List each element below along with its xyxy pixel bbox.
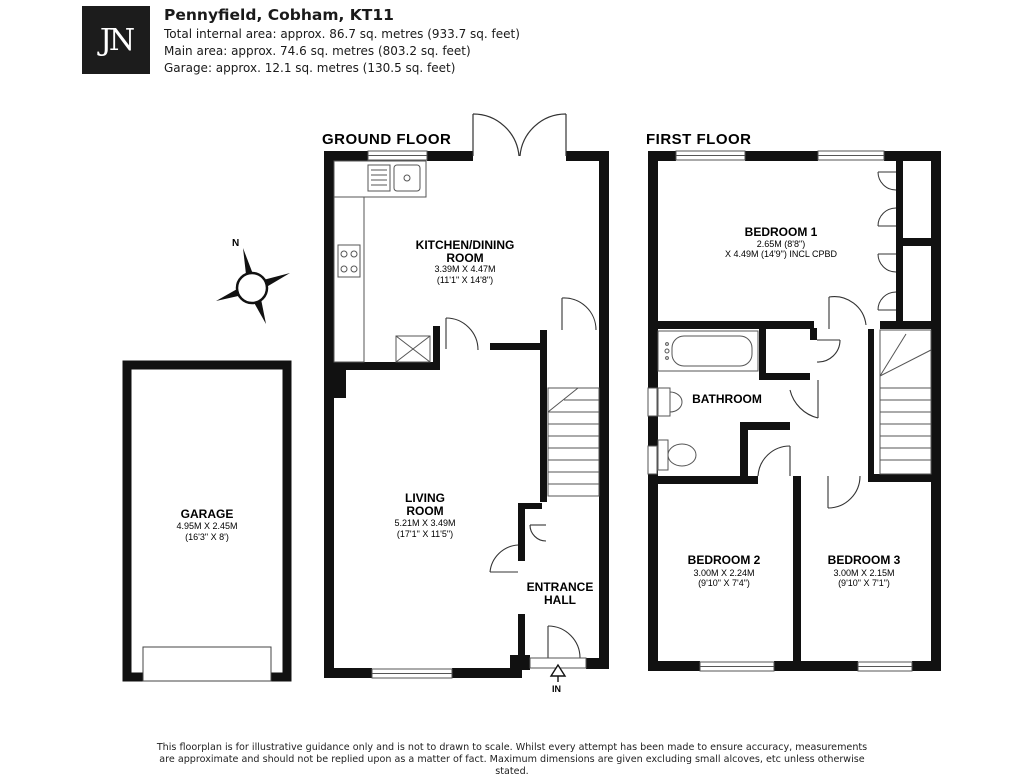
basin	[658, 388, 670, 416]
bedroom2-dims-imperial: (9'10" X 7'4")	[698, 578, 750, 588]
toilet	[658, 440, 668, 470]
garage-dims-metric: 4.95M X 2.45M	[176, 521, 238, 531]
kitchen-fittings	[334, 161, 430, 362]
garage-door	[143, 647, 271, 681]
bedroom2-dims-metric: 3.00M X 2.24M	[693, 568, 755, 578]
wardrobe-doors	[878, 172, 896, 310]
kitchen-hob	[338, 245, 360, 277]
kitchen-label-line2: ROOM	[446, 251, 484, 265]
first-floor-title: FIRST FLOOR	[646, 131, 752, 148]
living-label-line2: ROOM	[406, 504, 444, 518]
compass-ring	[237, 273, 267, 303]
hall-label-line2: HALL	[544, 593, 576, 607]
living-dims-metric: 5.21M X 3.49M	[394, 518, 456, 528]
garage-label: GARAGE	[180, 507, 234, 521]
main-area: Main area: approx. 74.6 sq. metres (803.2 sq. feet)	[164, 44, 471, 58]
bedroom1-dims-line2: X 4.49M (14'9") INCL CPBD	[724, 249, 838, 259]
agent-logo: JN	[82, 6, 150, 74]
compass-north-label: N	[232, 238, 240, 249]
ground-floor-windows	[368, 151, 452, 678]
bedroom1-dims-line1: 2.65M (8'8")	[756, 239, 806, 249]
living-label-line1: LIVING	[404, 491, 446, 505]
living-dims-imperial: (17'1" X 11'5")	[396, 529, 454, 539]
kitchen-dims-metric: 3.39M X 4.47M	[434, 264, 496, 274]
kitchen-drainer	[368, 165, 390, 191]
garage-dims-imperial: (16'3" X 8')	[185, 532, 229, 542]
kitchen-label-line1: KITCHEN/DINING	[415, 238, 515, 252]
entrance-label: IN	[552, 684, 561, 694]
bathroom-label: BATHROOM	[692, 392, 762, 406]
bedroom3-dims-imperial: (9'10" X 7'1")	[838, 578, 890, 588]
bedroom2-label: BEDROOM 2	[687, 553, 761, 567]
ground-floor-stairs	[548, 388, 599, 496]
kitchen-sink	[394, 165, 420, 191]
garage-area: Garage: approx. 12.1 sq. metres (130.5 sq. feet)	[164, 61, 456, 75]
disclaimer: This floorplan is for illustrative guidance only and is not to drawn to scale. Whilst every attempt has been made to ensure accuracy, measurements are approximate and should not be replied upon as a matter of fact. Maximum dimensions are given excluding small alcoves, etc unless otherwise stated.	[156, 742, 868, 777]
property-title: Pennyfield, Cobham, KT11	[164, 6, 394, 24]
bedroom1-label: BEDROOM 1	[744, 225, 818, 239]
total-area: Total internal area: approx. 86.7 sq. metres (933.7 sq. feet)	[164, 27, 520, 41]
bath	[658, 331, 758, 371]
kitchen-dims-imperial: (11'1" X 14'8")	[436, 275, 494, 285]
bedroom3-label: BEDROOM 3	[827, 553, 901, 567]
compass	[216, 238, 290, 324]
bedroom3-dims-metric: 3.00M X 2.15M	[833, 568, 895, 578]
kitchen-french-doors	[473, 114, 566, 156]
front-entrance	[530, 658, 586, 694]
hall-label-line1: ENTRANCE	[526, 580, 594, 594]
ground-floor-title: GROUND FLOOR	[322, 131, 452, 148]
first-floor-stairs	[880, 330, 931, 474]
